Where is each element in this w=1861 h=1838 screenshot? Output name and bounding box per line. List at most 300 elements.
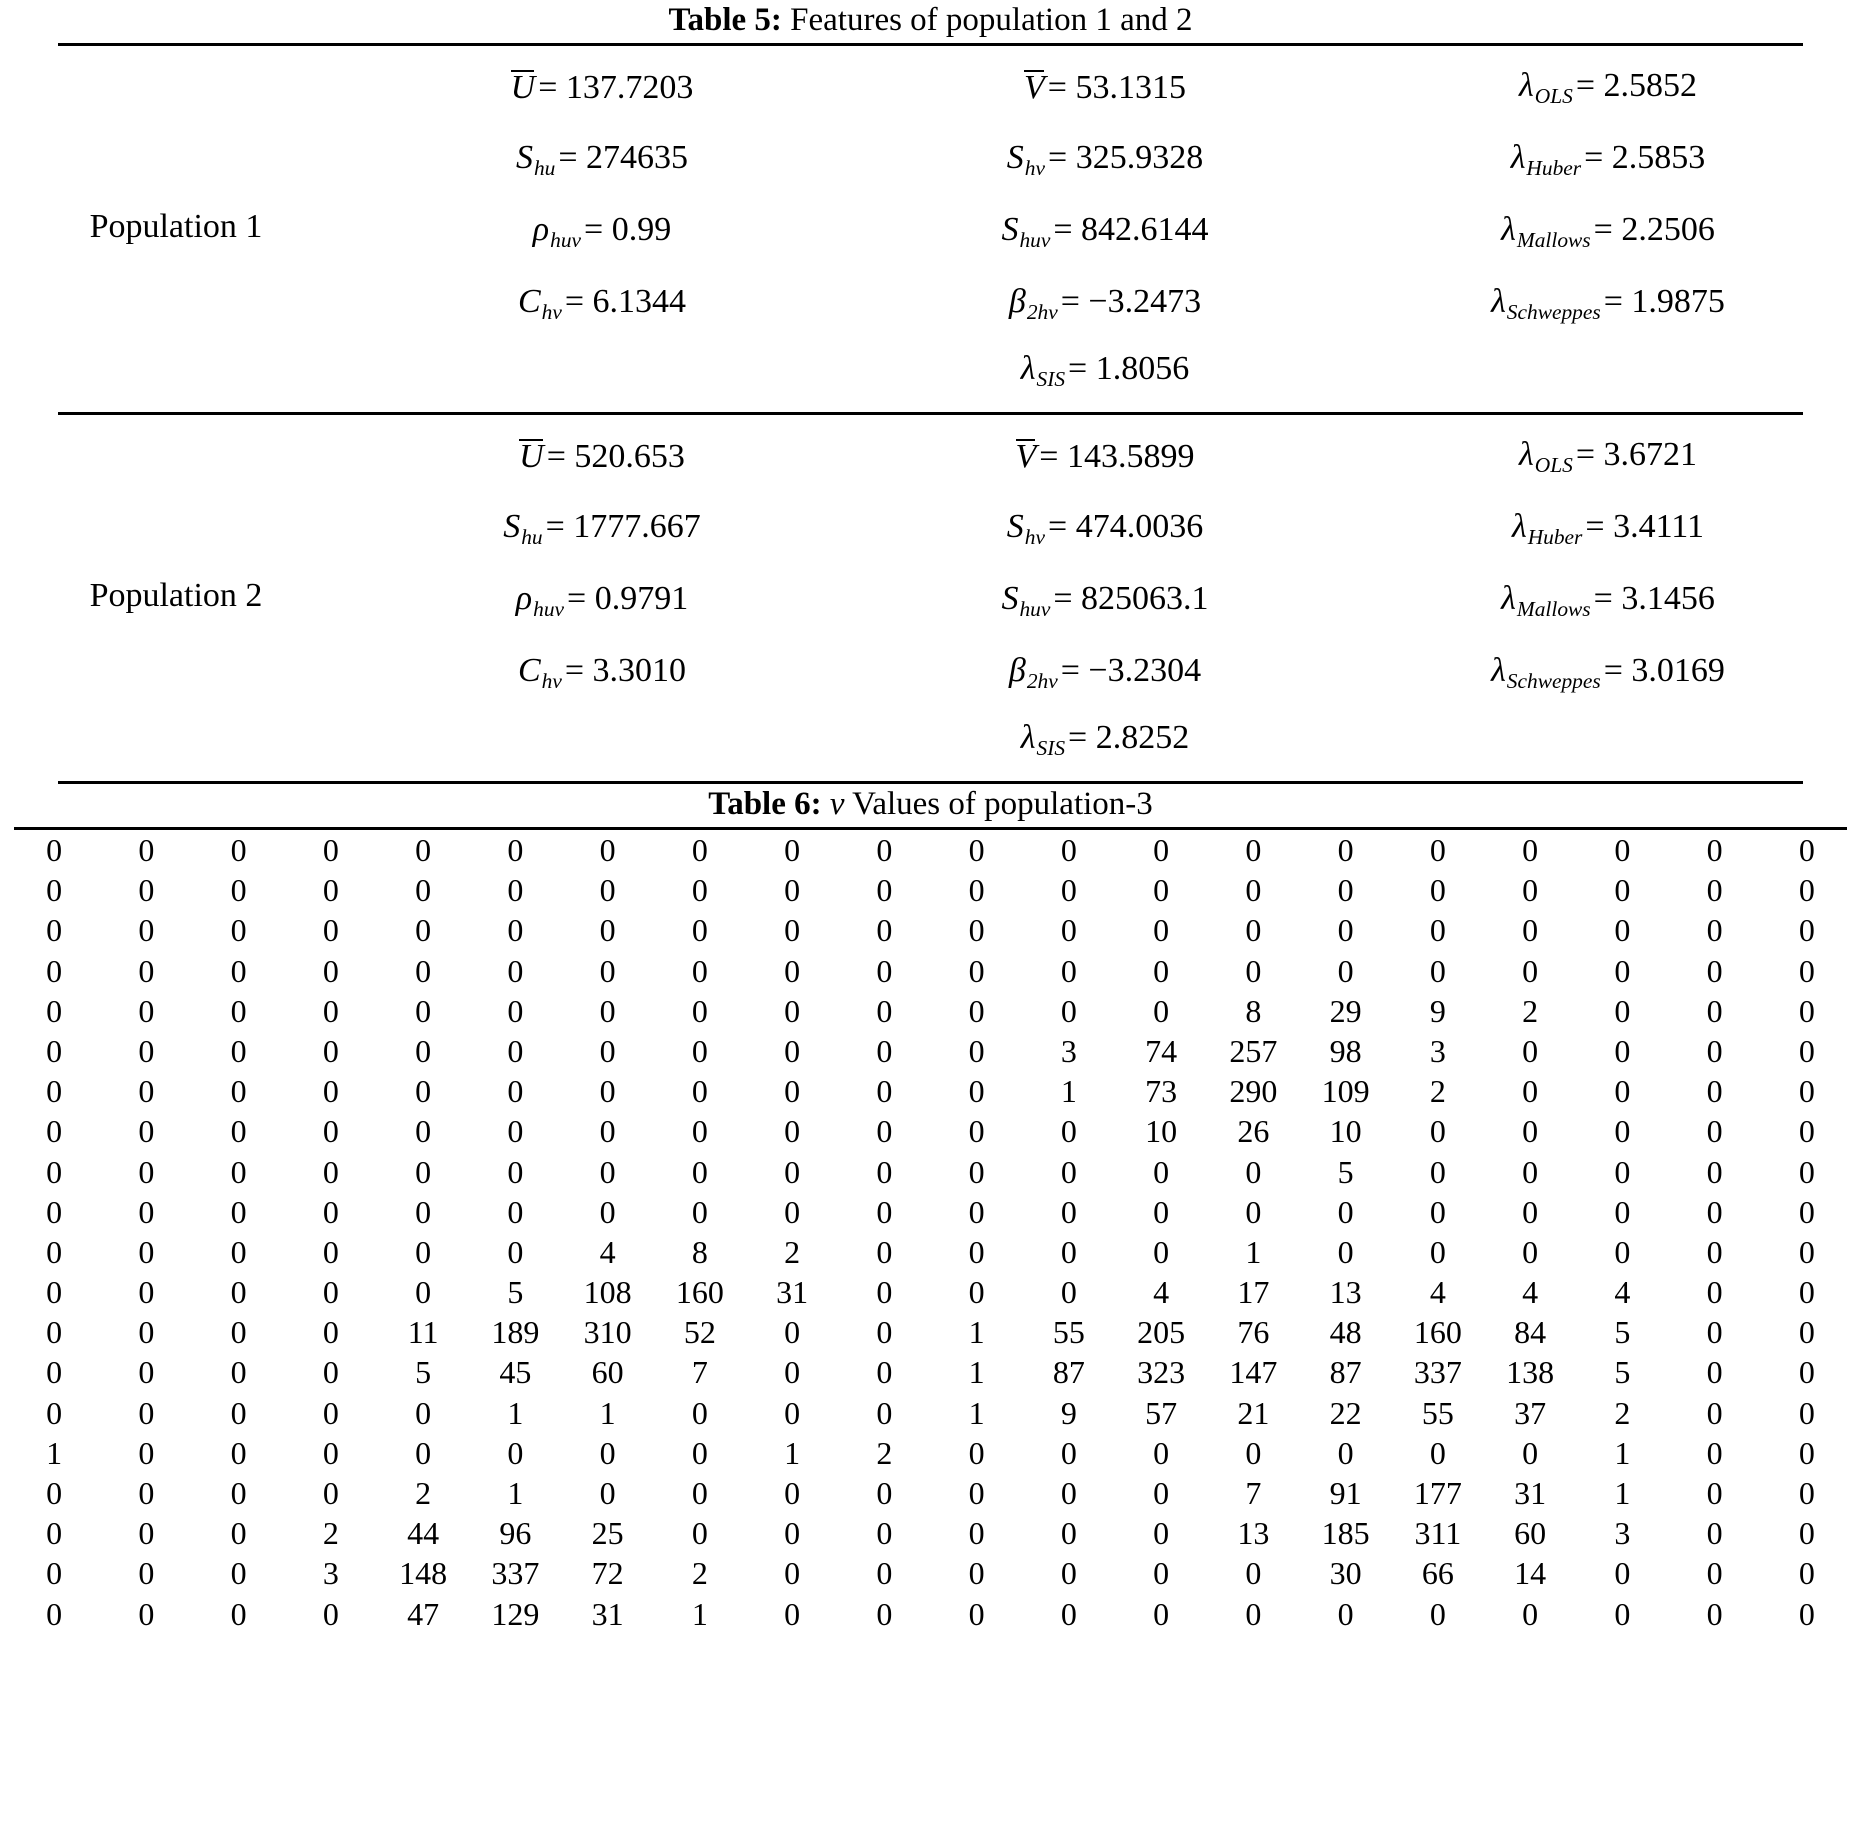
table5-p2-shu-value: = 1777.667 xyxy=(545,508,701,546)
table-cell: 0 xyxy=(1798,872,1815,909)
table-cell: 0 xyxy=(1706,1314,1723,1351)
table-cell: 0 xyxy=(784,1193,801,1230)
table-row xyxy=(8,950,1853,990)
table-cell: 0 xyxy=(322,952,339,989)
table-cell: 257 xyxy=(1229,1032,1278,1069)
table-cell: 0 xyxy=(691,1073,708,1110)
table-cell: 0 xyxy=(1614,952,1631,989)
table-cell: 0 xyxy=(1614,1595,1631,1632)
shv-subscript: hv xyxy=(1024,155,1046,180)
table-cell: 0 xyxy=(415,832,432,868)
table-cell: 0 xyxy=(1153,1193,1170,1230)
table-cell: 30 xyxy=(1329,1555,1362,1592)
c-symbol: C xyxy=(517,283,541,321)
table-cell: 0 xyxy=(876,1354,893,1391)
table-cell: 0 xyxy=(415,1274,432,1311)
table-cell: 0 xyxy=(1706,1233,1723,1270)
table-cell: 0 xyxy=(322,1475,339,1511)
v-bar-symbol: V xyxy=(1024,68,1045,106)
table-cell: 0 xyxy=(1429,872,1446,909)
table5-p2-lambda-sis-value: = 2.8252 xyxy=(1068,719,1190,757)
table-cell: 29 xyxy=(1329,992,1362,1029)
table-cell: 0 xyxy=(138,1515,155,1552)
table-row xyxy=(8,1393,1853,1433)
table-cell: 0 xyxy=(1429,1595,1446,1632)
table-cell: 0 xyxy=(415,1394,432,1431)
table5-p2-chv-value: = 3.3010 xyxy=(564,652,687,690)
table-cell: 0 xyxy=(415,992,432,1029)
table-cell: 0 xyxy=(46,1193,63,1230)
table-cell: 0 xyxy=(46,1274,63,1311)
table5-population1-header: Population 1 xyxy=(89,207,263,245)
table-cell: 205 xyxy=(1137,1314,1186,1351)
table-cell: 0 xyxy=(599,952,616,989)
table-cell: 0 xyxy=(1060,1193,1077,1230)
table-cell: 0 xyxy=(46,1314,63,1351)
table-cell: 0 xyxy=(1245,1434,1262,1471)
table-cell: 0 xyxy=(1706,872,1723,909)
table-cell: 0 xyxy=(968,1434,985,1471)
table-cell: 0 xyxy=(1706,1595,1723,1632)
table5-p2-lambda-schweppes-value: = 3.0169 xyxy=(1603,652,1725,690)
table5-p1-chv xyxy=(352,283,855,325)
table5-p1-lambda-huber-value: = 2.5853 xyxy=(1584,139,1706,177)
table5-p2-rho-huv xyxy=(352,580,855,622)
table-cell: 0 xyxy=(691,912,708,949)
table-cell: 0 xyxy=(1798,1113,1815,1150)
table5-p2-lambda-ols-value: = 3.6721 xyxy=(1575,436,1697,474)
table5-p1-line5 xyxy=(352,340,1861,402)
table-cell: 0 xyxy=(599,1434,616,1471)
rho-symbol: ρ xyxy=(532,211,550,249)
table-cell: 0 xyxy=(507,1032,524,1069)
table5-p2-lambda-huber-value: = 3.4111 xyxy=(1585,508,1705,546)
table-cell: 0 xyxy=(1706,992,1723,1029)
table-cell: 0 xyxy=(507,1073,524,1110)
table5-p1-lambda-mallows-value: = 2.2506 xyxy=(1593,211,1715,249)
table-cell: 0 xyxy=(1245,1555,1262,1592)
table-cell: 185 xyxy=(1321,1515,1370,1552)
table-row xyxy=(8,1513,1853,1553)
table-cell: 0 xyxy=(876,1515,893,1552)
table-cell: 0 xyxy=(507,1233,524,1270)
table-cell: 0 xyxy=(138,1193,155,1230)
table-cell: 55 xyxy=(1052,1314,1085,1351)
table-cell: 0 xyxy=(230,1233,247,1270)
table-cell: 160 xyxy=(1413,1314,1462,1351)
lambda-symbol: λ xyxy=(1519,436,1534,474)
table-cell: 0 xyxy=(1798,1555,1815,1592)
table5-p1-lambda-ols-value: = 2.5852 xyxy=(1575,67,1697,105)
table-cell: 1 xyxy=(1614,1434,1631,1471)
table-cell: 0 xyxy=(1614,992,1631,1029)
table-cell: 310 xyxy=(583,1314,632,1351)
table-row xyxy=(8,910,1853,950)
table-cell: 0 xyxy=(138,1233,155,1270)
table-cell: 0 xyxy=(1429,832,1446,868)
table-cell: 4 xyxy=(1429,1274,1446,1311)
lambda-mallows-subscript: Mallows xyxy=(1516,596,1591,621)
table-cell: 0 xyxy=(138,1153,155,1190)
table-cell: 0 xyxy=(322,1394,339,1431)
table-cell: 0 xyxy=(1060,872,1077,909)
table-cell: 0 xyxy=(1060,1274,1077,1311)
table-cell: 0 xyxy=(599,832,616,868)
table-cell: 0 xyxy=(230,952,247,989)
table-cell: 4 xyxy=(1522,1274,1539,1311)
shu-subscript: hu xyxy=(533,155,556,180)
table-cell: 1 xyxy=(968,1314,985,1351)
table-cell: 0 xyxy=(138,992,155,1029)
table-cell: 0 xyxy=(230,1314,247,1351)
table-cell: 0 xyxy=(138,1555,155,1592)
table-cell: 0 xyxy=(1060,912,1077,949)
table-cell: 129 xyxy=(491,1595,540,1632)
table5-population2-row xyxy=(0,415,1861,781)
lambda-symbol: λ xyxy=(1511,508,1527,546)
table-cell: 0 xyxy=(415,872,432,909)
table-cell: 0 xyxy=(691,1193,708,1230)
table-cell: 0 xyxy=(599,1153,616,1190)
table-cell: 0 xyxy=(968,1193,985,1230)
c-symbol: C xyxy=(517,652,541,690)
table-cell: 1 xyxy=(784,1434,801,1471)
table5-p1-line1 xyxy=(352,52,1861,124)
table-cell: 0 xyxy=(876,1073,893,1110)
table-cell: 0 xyxy=(784,1073,801,1110)
table-cell: 0 xyxy=(415,1153,432,1190)
table-row xyxy=(8,1312,1853,1352)
lambda-schweppes-subscript: Schweppes xyxy=(1506,668,1601,693)
table5-p2-lambda-schweppes xyxy=(1358,652,1861,694)
lambda-symbol: λ xyxy=(1501,580,1516,618)
table-cell: 0 xyxy=(968,1555,985,1592)
table-cell: 0 xyxy=(1706,952,1723,989)
table-cell: 0 xyxy=(876,1394,893,1431)
table-cell: 0 xyxy=(322,1032,339,1069)
v-bar-symbol: V xyxy=(1015,437,1037,475)
table5-p2-line2 xyxy=(352,493,1861,565)
table-cell: 0 xyxy=(599,1032,616,1069)
table-cell: 0 xyxy=(1798,1233,1815,1270)
table-cell: 0 xyxy=(876,1475,893,1511)
table-cell: 0 xyxy=(599,912,616,949)
table-row xyxy=(8,1433,1853,1473)
table-cell: 0 xyxy=(691,952,708,989)
lambda-huber-subscript: Huber xyxy=(1526,155,1582,180)
table-cell: 2 xyxy=(1522,992,1539,1029)
table-cell: 0 xyxy=(507,952,524,989)
table-cell: 0 xyxy=(1798,1394,1815,1431)
table-cell: 0 xyxy=(322,1354,339,1391)
table-cell: 87 xyxy=(1052,1354,1085,1391)
table5-caption-label: Table 5: xyxy=(668,2,782,38)
rho-symbol: ρ xyxy=(515,580,533,618)
table-cell: 0 xyxy=(1522,1434,1539,1471)
table-cell: 0 xyxy=(138,1032,155,1069)
table-cell: 0 xyxy=(1060,1475,1077,1511)
table-cell: 0 xyxy=(1153,912,1170,949)
u-bar-symbol: U xyxy=(519,437,544,475)
table-cell: 3 xyxy=(322,1555,339,1592)
beta2hv-subscript: 2hv xyxy=(1026,668,1058,693)
table-cell: 25 xyxy=(591,1515,624,1552)
table-cell: 0 xyxy=(1060,1515,1077,1552)
table-cell: 0 xyxy=(1522,1032,1539,1069)
table-cell: 0 xyxy=(691,1434,708,1471)
table-cell: 0 xyxy=(1060,1113,1077,1150)
table-cell: 160 xyxy=(675,1274,724,1311)
table-cell: 0 xyxy=(230,1153,247,1190)
table-cell: 0 xyxy=(46,1555,63,1592)
table-cell: 0 xyxy=(230,872,247,909)
table-cell: 0 xyxy=(1798,1595,1815,1632)
table-cell: 0 xyxy=(1522,1153,1539,1190)
table-cell: 0 xyxy=(1245,952,1262,989)
table-cell: 0 xyxy=(322,1233,339,1270)
table-cell: 0 xyxy=(784,1354,801,1391)
table-cell: 0 xyxy=(1614,1233,1631,1270)
table-cell: 0 xyxy=(876,1555,893,1592)
table-cell: 0 xyxy=(876,952,893,989)
table5-p2-line5 xyxy=(352,709,1861,771)
table-cell: 72 xyxy=(591,1555,624,1592)
table-row xyxy=(8,991,1853,1031)
table-cell: 0 xyxy=(1614,872,1631,909)
table-cell: 13 xyxy=(1237,1515,1270,1552)
table5-p1-lambda-sis xyxy=(1021,350,1192,392)
lambda-symbol: λ xyxy=(1020,719,1036,757)
table-cell: 31 xyxy=(1514,1475,1547,1511)
table6-caption-variable: v xyxy=(829,785,845,822)
table-cell: 0 xyxy=(876,1314,893,1351)
table-cell: 0 xyxy=(599,1113,616,1150)
table-cell: 2 xyxy=(1614,1394,1631,1431)
table5-population2-values xyxy=(352,421,1861,771)
table-cell: 0 xyxy=(322,912,339,949)
table-cell: 0 xyxy=(1522,1073,1539,1110)
table-cell: 0 xyxy=(1337,1193,1354,1230)
table-cell: 9 xyxy=(1060,1394,1077,1431)
table-cell: 0 xyxy=(230,1515,247,1552)
lambda-symbol: λ xyxy=(1491,652,1506,690)
table-cell: 0 xyxy=(1706,912,1723,949)
table-cell: 74 xyxy=(1145,1032,1178,1069)
table5-p2-shu xyxy=(352,508,855,550)
table-cell: 8 xyxy=(1245,992,1262,1029)
table5-p1-lambda-schweppes-value: = 1.9875 xyxy=(1603,283,1725,321)
table-cell: 13 xyxy=(1329,1274,1362,1311)
table-cell: 1 xyxy=(46,1434,63,1471)
table-cell: 0 xyxy=(230,1555,247,1592)
table-cell: 0 xyxy=(1614,1032,1631,1069)
table5-p2-line4 xyxy=(352,637,1861,709)
table5-p1-lambda-ols xyxy=(1358,67,1861,109)
table-cell: 0 xyxy=(1245,872,1262,909)
table-cell: 0 xyxy=(784,832,801,868)
table-cell: 109 xyxy=(1321,1073,1370,1110)
table-cell: 0 xyxy=(1522,832,1539,868)
table5-p1-shv-value: = 325.9328 xyxy=(1048,139,1204,177)
table-cell: 0 xyxy=(1798,1032,1815,1069)
table-cell: 0 xyxy=(1153,1153,1170,1190)
table-cell: 44 xyxy=(407,1515,440,1552)
table-cell: 0 xyxy=(415,1073,432,1110)
s-symbol: S xyxy=(1006,508,1024,546)
table-cell: 0 xyxy=(230,1394,247,1431)
table-cell: 0 xyxy=(1614,1153,1631,1190)
table-cell: 177 xyxy=(1413,1475,1462,1511)
table-row xyxy=(8,1151,1853,1191)
table-cell: 0 xyxy=(138,1475,155,1511)
table-cell: 0 xyxy=(1245,1193,1262,1230)
table-cell: 0 xyxy=(1798,1515,1815,1552)
table-cell: 0 xyxy=(46,912,63,949)
table-cell: 0 xyxy=(138,1314,155,1351)
beta-symbol: β xyxy=(1008,652,1026,690)
table-cell: 2 xyxy=(691,1555,708,1592)
table-cell: 0 xyxy=(784,1394,801,1431)
table-cell: 311 xyxy=(1414,1515,1462,1552)
table-cell: 0 xyxy=(138,1394,155,1431)
table-cell: 0 xyxy=(138,1113,155,1150)
table-cell: 0 xyxy=(415,1193,432,1230)
table-cell: 0 xyxy=(876,992,893,1029)
lambda-symbol: λ xyxy=(1491,283,1506,321)
table-cell: 0 xyxy=(138,912,155,949)
table-cell: 0 xyxy=(322,872,339,909)
table-cell: 5 xyxy=(1614,1314,1631,1351)
table-cell: 0 xyxy=(968,1595,985,1632)
lambda-symbol: λ xyxy=(1519,67,1534,105)
table-cell: 0 xyxy=(322,1595,339,1632)
table5-p2-beta2hv xyxy=(855,652,1358,694)
s-symbol: S xyxy=(503,508,521,546)
table-cell: 0 xyxy=(784,1475,801,1511)
table-cell: 0 xyxy=(1429,1434,1446,1471)
table5-p2-beta2hv-value: = −3.2304 xyxy=(1060,652,1202,690)
table-cell: 0 xyxy=(1153,832,1170,868)
table-cell: 0 xyxy=(1153,1595,1170,1632)
table-cell: 0 xyxy=(1153,952,1170,989)
table-cell: 0 xyxy=(1798,832,1815,868)
table-cell: 2 xyxy=(1429,1073,1446,1110)
table-cell: 0 xyxy=(876,912,893,949)
table-cell: 0 xyxy=(322,832,339,868)
table-cell: 290 xyxy=(1229,1073,1278,1110)
table-cell: 0 xyxy=(46,1595,63,1632)
table-cell: 1 xyxy=(507,1475,524,1511)
table-cell: 0 xyxy=(1337,952,1354,989)
table-cell: 0 xyxy=(138,1274,155,1311)
table-cell: 5 xyxy=(507,1274,524,1311)
table-cell: 0 xyxy=(322,1314,339,1351)
table-cell: 0 xyxy=(46,952,63,989)
table-cell: 0 xyxy=(507,832,524,868)
table5-p2-lambda-sis xyxy=(1021,719,1192,761)
table-cell: 0 xyxy=(1337,1595,1354,1632)
table-cell: 0 xyxy=(1614,1193,1631,1230)
table-cell: 0 xyxy=(876,1153,893,1190)
lambda-ols-subscript: OLS xyxy=(1534,452,1573,477)
table-cell: 2 xyxy=(322,1515,339,1552)
table-cell: 0 xyxy=(1706,1354,1723,1391)
table-cell: 1 xyxy=(968,1354,985,1391)
table5-p1-line3 xyxy=(352,196,1861,268)
table5-p2-rho-huv-value: = 0.9791 xyxy=(567,580,689,618)
table-cell: 8 xyxy=(691,1233,708,1270)
table-cell: 0 xyxy=(968,1475,985,1511)
table5-p1-vbar-value: = 53.1315 xyxy=(1047,68,1186,106)
table-cell: 0 xyxy=(1798,992,1815,1029)
table-cell: 0 xyxy=(1337,1233,1354,1270)
table-cell: 0 xyxy=(1245,1595,1262,1632)
table-cell: 0 xyxy=(1245,832,1262,868)
table-cell: 0 xyxy=(138,1354,155,1391)
table-cell: 0 xyxy=(46,872,63,909)
table-cell: 1 xyxy=(599,1394,616,1431)
table-cell: 91 xyxy=(1329,1475,1362,1511)
table-cell: 0 xyxy=(1706,1073,1723,1110)
table-cell: 0 xyxy=(784,1595,801,1632)
table-cell: 0 xyxy=(507,912,524,949)
table-cell: 0 xyxy=(1522,912,1539,949)
table5-p2-lambda-mallows xyxy=(1358,580,1861,622)
table-cell: 0 xyxy=(1706,1475,1723,1511)
table-cell: 1 xyxy=(968,1394,985,1431)
table-cell: 3 xyxy=(1614,1515,1631,1552)
table-cell: 0 xyxy=(138,952,155,989)
table-cell: 57 xyxy=(1145,1394,1178,1431)
table-row xyxy=(8,1553,1853,1593)
table5-p1-rho-huv xyxy=(352,211,855,253)
table-cell: 0 xyxy=(1153,1515,1170,1552)
lambda-symbol: λ xyxy=(1501,211,1516,249)
table-cell: 37 xyxy=(1514,1394,1547,1431)
table-cell: 5 xyxy=(415,1354,432,1391)
table-cell: 0 xyxy=(507,1193,524,1230)
table-cell: 0 xyxy=(1798,952,1815,989)
table-cell: 52 xyxy=(683,1314,716,1351)
table-cell: 0 xyxy=(876,872,893,909)
table5-p2-shv-value: = 474.0036 xyxy=(1048,508,1204,546)
table-cell: 4 xyxy=(599,1233,616,1270)
table-cell: 0 xyxy=(46,992,63,1029)
table-cell: 0 xyxy=(876,1274,893,1311)
table5-p1-ubar-value: = 137.7203 xyxy=(538,68,694,106)
table-cell: 0 xyxy=(1614,1555,1631,1592)
table6-value-grid xyxy=(0,830,1861,1634)
table-cell: 14 xyxy=(1514,1555,1547,1592)
table-cell: 0 xyxy=(322,1073,339,1110)
table-cell: 0 xyxy=(1798,1193,1815,1230)
table-cell: 0 xyxy=(691,992,708,1029)
table-cell: 0 xyxy=(968,1073,985,1110)
table-cell: 0 xyxy=(1337,832,1354,868)
table-cell: 0 xyxy=(1522,1193,1539,1230)
table-row xyxy=(8,870,1853,910)
table-cell: 0 xyxy=(968,1233,985,1270)
table-cell: 0 xyxy=(322,1193,339,1230)
table-cell: 96 xyxy=(499,1515,532,1552)
table-cell: 0 xyxy=(1429,1233,1446,1270)
table-cell: 0 xyxy=(968,1274,985,1311)
table-cell: 0 xyxy=(1060,992,1077,1029)
table-cell: 0 xyxy=(691,832,708,868)
table-cell: 0 xyxy=(1522,1113,1539,1150)
lambda-schweppes-subscript: Schweppes xyxy=(1506,299,1601,324)
table-row xyxy=(8,1593,1853,1633)
